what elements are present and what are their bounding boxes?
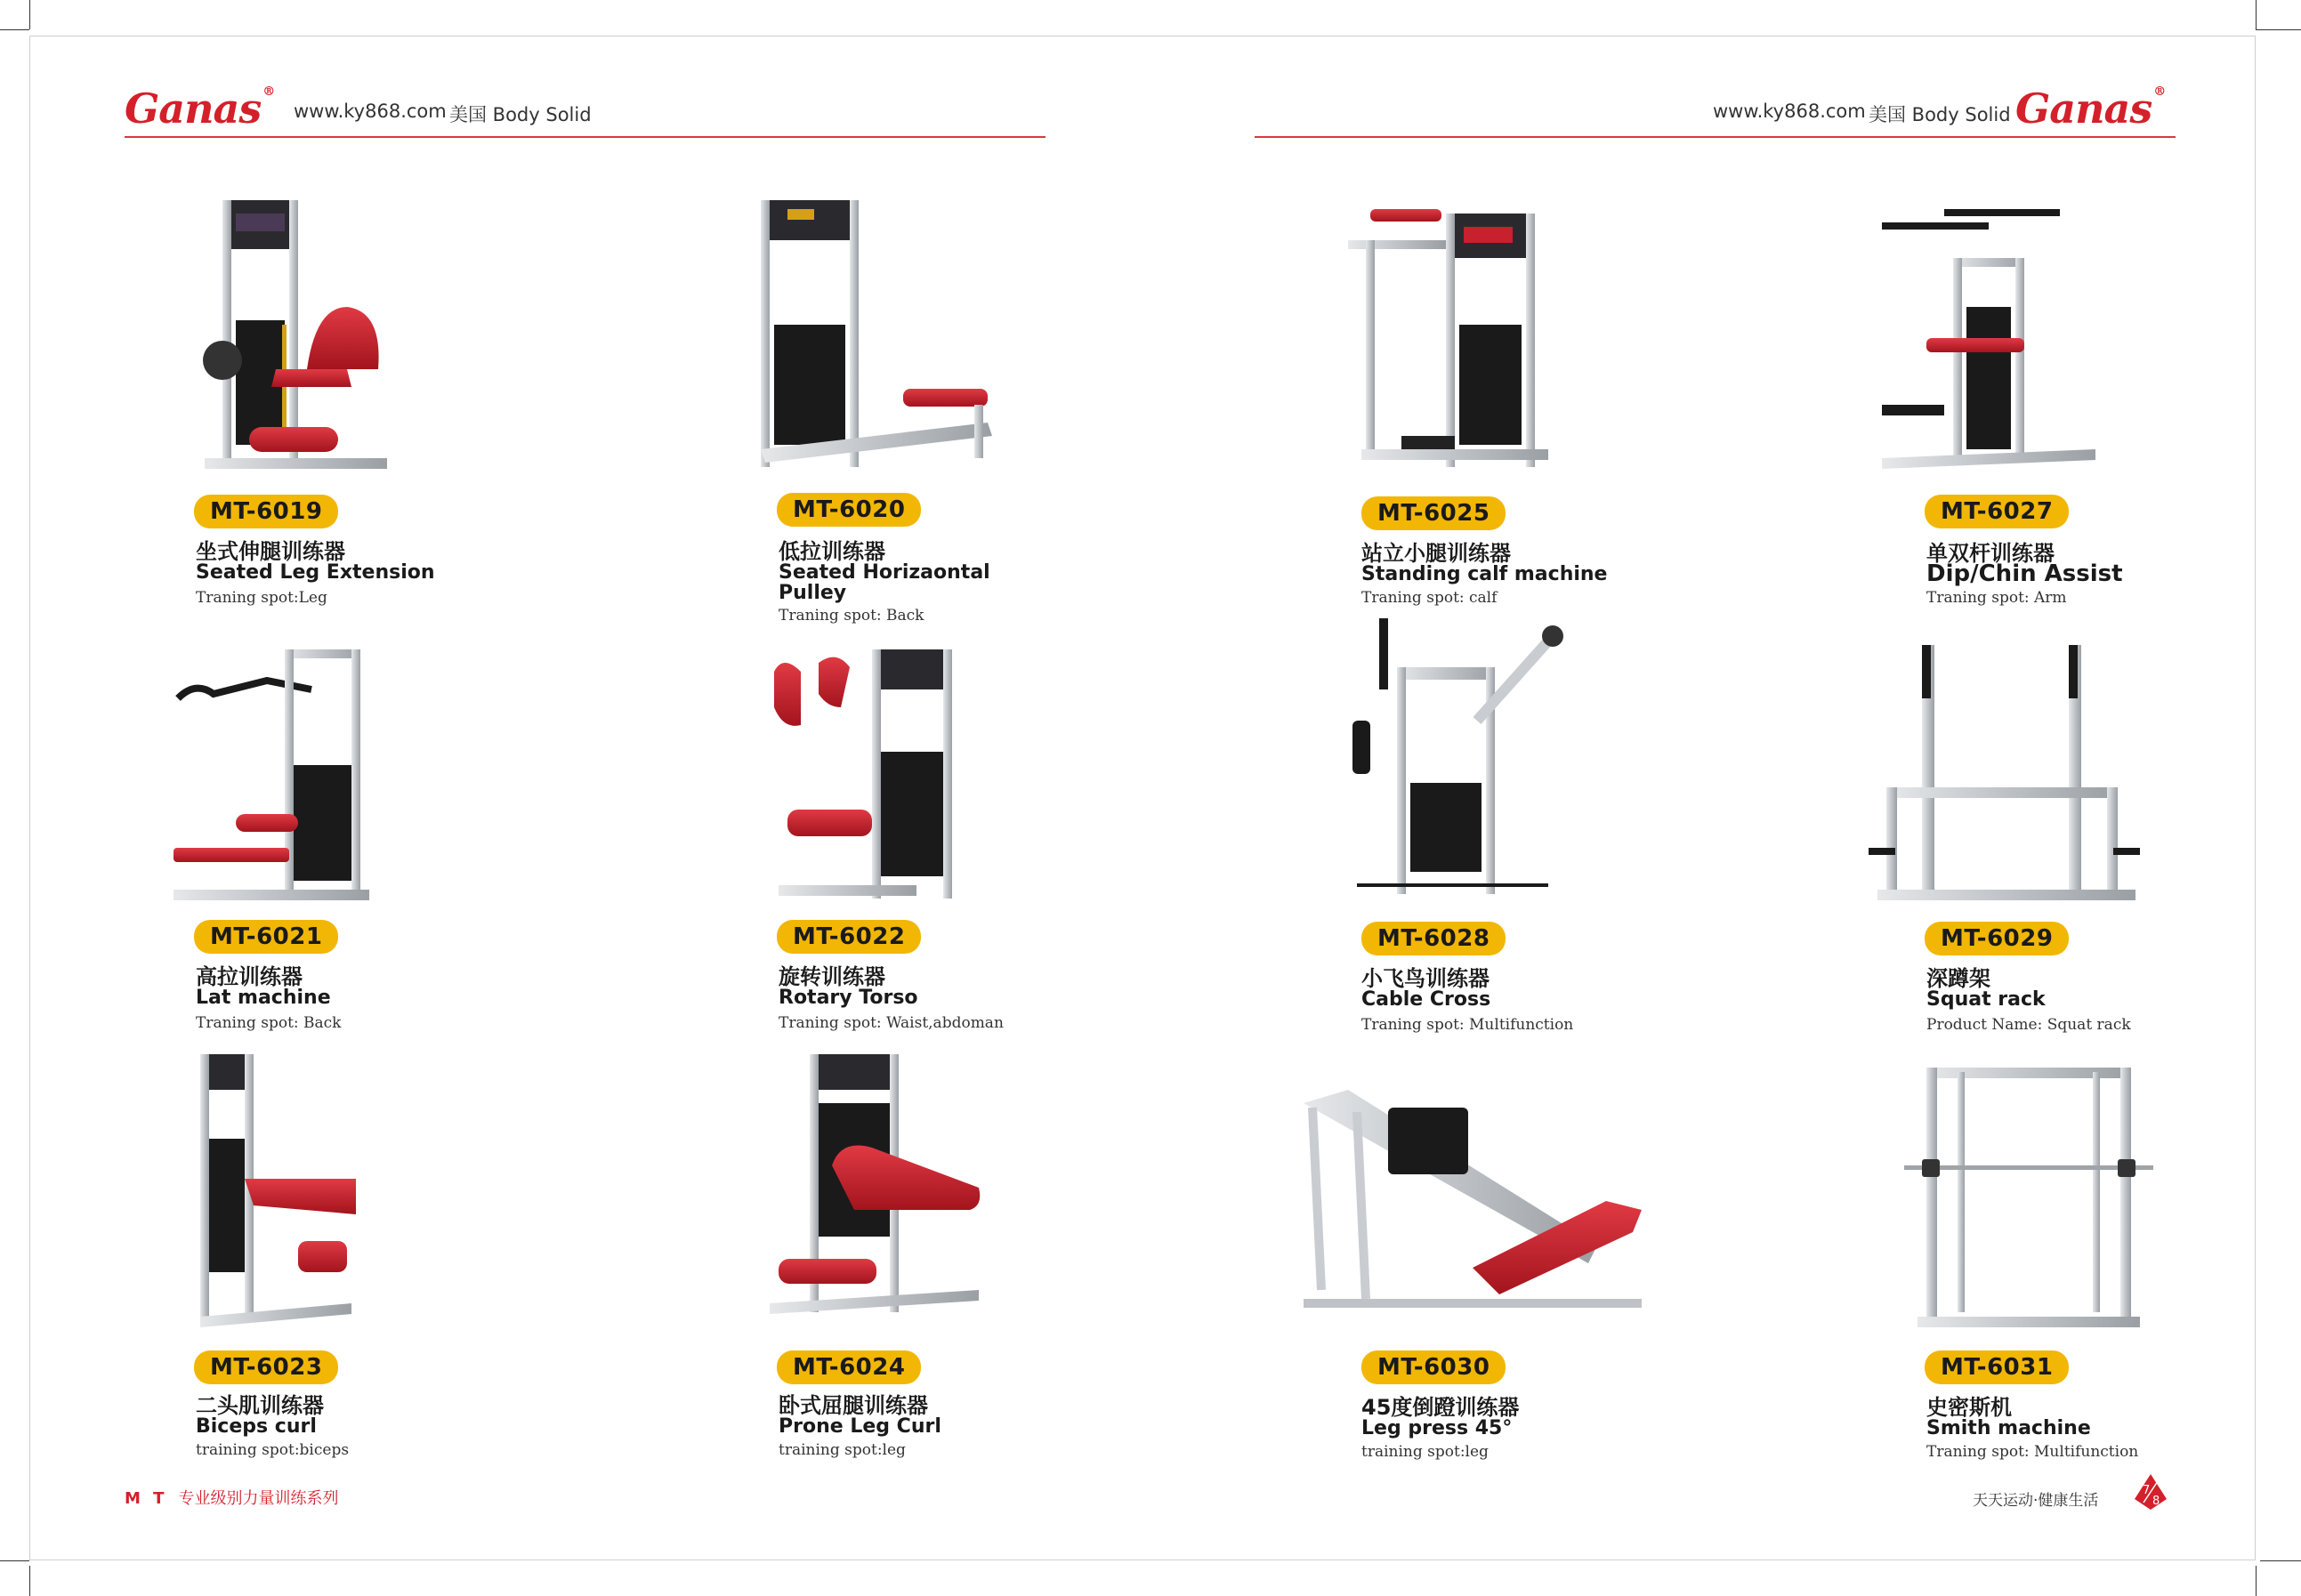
model-badge: MT-6030: [1361, 1350, 1506, 1384]
product-name-en: Lat machine: [196, 987, 331, 1009]
biceps-curl-image: [182, 1050, 360, 1343]
ganas-logo: Ganas ®: [2015, 85, 2166, 133]
product-name-en: Seated Leg Extension: [196, 561, 435, 584]
product-name-cn: 深蹲架: [1926, 966, 1990, 991]
page-number-badge: [2131, 1472, 2170, 1511]
model-badge: MT-6024: [777, 1350, 921, 1384]
model-badge: MT-6027: [1925, 495, 2069, 528]
training-spot: Traning spot: Arm: [1926, 589, 2067, 607]
product-name-cn: 史密斯机: [1926, 1395, 2012, 1420]
crop-mark: [2256, 1566, 2257, 1596]
crop-mark: [29, 0, 30, 29]
crop-mark: [2256, 29, 2301, 30]
header-rule: [1255, 136, 2176, 138]
training-spot: Traning spot: Back: [779, 607, 924, 625]
rotary-torso-image: [765, 645, 961, 903]
ganas-logo: Ganas ®: [125, 85, 275, 133]
model-badge: MT-6020: [777, 493, 921, 527]
training-spot: training spot:leg: [779, 1441, 906, 1459]
series-footer: [125, 1486, 338, 1509]
page-number-right: 8: [2152, 1495, 2160, 1508]
standing-calf-machine-image: [1339, 191, 1553, 476]
prone-leg-curl-image: [756, 1050, 992, 1326]
product-name-cn: 卧式屈腿训练器: [779, 1393, 928, 1418]
website-text: www.ky868.com: [1713, 101, 1866, 122]
training-spot: Traning spot: Multifunction: [1926, 1443, 2139, 1461]
product-name-en: Prone Leg Curl: [779, 1415, 941, 1438]
seated-horizontal-pulley-image: [752, 191, 1001, 476]
lat-machine-image: [169, 645, 374, 903]
squat-rack-image: [1869, 645, 2140, 903]
model-badge: MT-6025: [1361, 496, 1506, 530]
product-name-en: Smith machine: [1926, 1417, 2091, 1439]
product-name-en: Biceps curl: [196, 1415, 317, 1438]
product-name-cn: 低拉训练器: [779, 539, 885, 564]
training-spot: Traning spot:Leg: [196, 589, 327, 607]
header-right: [1255, 85, 2176, 138]
brand-text: 美国 Body Solid: [449, 104, 592, 125]
model-badge: MT-6019: [194, 495, 338, 528]
header-rule: [125, 136, 1046, 138]
dip-chin-assist-image: [1873, 191, 2104, 480]
product-name-en: Seated Horizaontal Pulley: [779, 561, 990, 604]
crop-mark: [0, 29, 29, 30]
product-name-en: Leg press 45°: [1361, 1417, 1513, 1439]
model-badge: MT-6022: [777, 920, 921, 954]
model-badge: MT-6031: [1925, 1350, 2069, 1384]
training-spot: training spot:biceps: [196, 1441, 350, 1459]
training-spot: Traning spot: calf: [1361, 589, 1498, 607]
product-name-cn: 高拉训练器: [196, 964, 303, 989]
training-spot: training spot:leg: [1361, 1443, 1489, 1461]
seated-leg-extension-image: [187, 191, 400, 480]
cable-cross-image: [1344, 614, 1566, 903]
model-badge: MT-6021: [194, 920, 338, 954]
crop-mark: [2260, 1560, 2301, 1561]
brand-text: 美国 Body Solid: [1869, 104, 2011, 125]
training-spot: Traning spot: Waist,abdoman: [779, 1014, 1004, 1032]
product-name-cn: 二头肌训练器: [196, 1393, 324, 1418]
product-name-en: Standing calf machine: [1361, 563, 1608, 585]
leg-press-45-image: [1295, 1076, 1646, 1317]
training-spot: Traning spot: Back: [196, 1014, 342, 1032]
series-name: 专业级别力量训练系列: [178, 1489, 339, 1508]
website-text: www.ky868.com: [294, 101, 447, 122]
crop-mark: [29, 1566, 30, 1596]
product-name-cn: 站立小腿训练器: [1361, 541, 1511, 566]
page-number-left: 7: [2143, 1484, 2151, 1497]
slogan: 天天运动·健康生活: [1973, 1492, 2099, 1510]
product-name-en: Dip/Chin Assist: [1926, 560, 2123, 587]
model-badge: MT-6023: [194, 1350, 338, 1384]
product-name-cn: 坐式伸腿训练器: [196, 539, 345, 564]
model-badge: MT-6028: [1361, 922, 1506, 955]
product-name-en: Rotary Torso: [779, 987, 918, 1009]
series-code: M T: [125, 1489, 168, 1508]
smith-machine-image: [1904, 1054, 2153, 1330]
training-spot: Traning spot: Multifunction: [1361, 1016, 1574, 1034]
crop-mark: [2256, 0, 2257, 29]
header-left: [125, 85, 1046, 138]
product-name-cn: 45度倒蹬训练器: [1361, 1395, 1520, 1420]
product-name-cn: 旋转训练器: [779, 964, 885, 989]
model-badge: MT-6029: [1925, 922, 2069, 955]
product-name-cn: 小飞鸟训练器: [1361, 966, 1490, 991]
product-name-cn: 单双杆训练器: [1926, 541, 2055, 566]
product-name-en: Cable Cross: [1361, 988, 1491, 1011]
product-name-en: Squat rack: [1926, 988, 2046, 1011]
crop-mark: [0, 1560, 29, 1561]
training-spot: Product Name: Squat rack: [1926, 1016, 2131, 1034]
